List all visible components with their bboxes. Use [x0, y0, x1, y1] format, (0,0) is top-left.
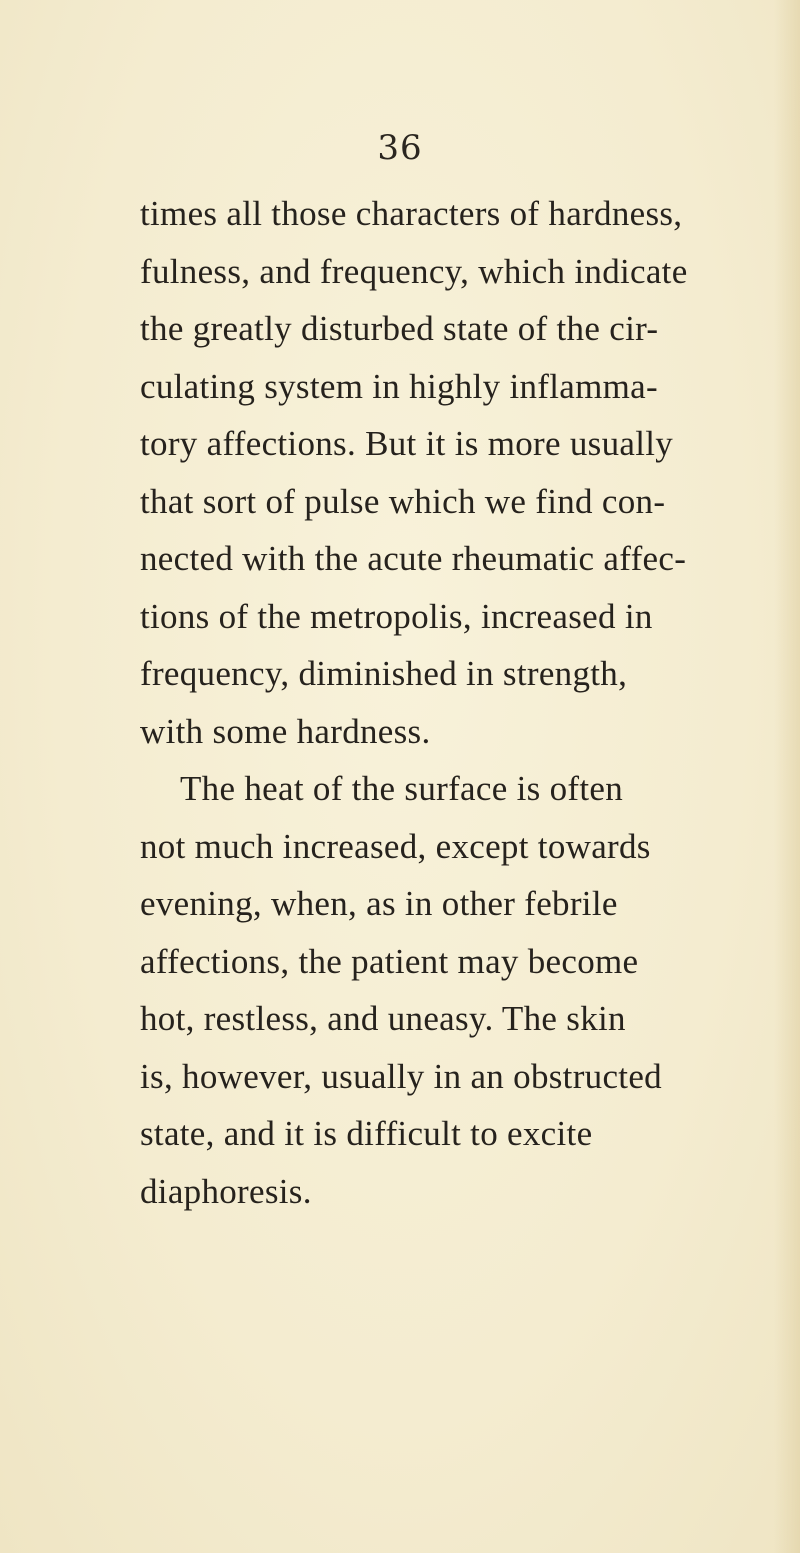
text-line: fulness, and frequency, which indicate — [140, 251, 688, 291]
text-line: hot, restless, and uneasy. The skin — [140, 999, 626, 1038]
page-number: 36 — [377, 128, 423, 168]
text-line: not much increased, except towards — [140, 826, 651, 866]
text-line: that sort of pulse which we find con- — [140, 481, 666, 521]
text-line: is, however, usually in an obstructed — [140, 1056, 662, 1096]
text-line: frequency, diminished in strength, — [140, 654, 628, 693]
text-line: evening, when, as in other febrile — [140, 884, 618, 923]
body-text — [140, 185, 790, 1220]
text-line: tory affections. But it is more usually — [140, 424, 674, 463]
text-line: culating system in highly inflamma- — [140, 366, 658, 406]
paragraph-first-line: The heat of the surface is often — [180, 769, 624, 808]
text-line: nected with the acute rheumatic affec- — [140, 539, 687, 578]
text-line: affections, the patient may become — [140, 941, 639, 981]
text-line: tions of the metropolis, increased in — [140, 596, 653, 636]
text-line: diaphoresis. — [140, 1171, 312, 1211]
text-line: the greatly disturbed state of the cir- — [140, 309, 659, 348]
text-line: times all those characters of hardness, — [140, 194, 683, 233]
text-line: with some hardness. — [140, 711, 431, 751]
text-line: state, and it is difficult to excite — [140, 1114, 593, 1153]
